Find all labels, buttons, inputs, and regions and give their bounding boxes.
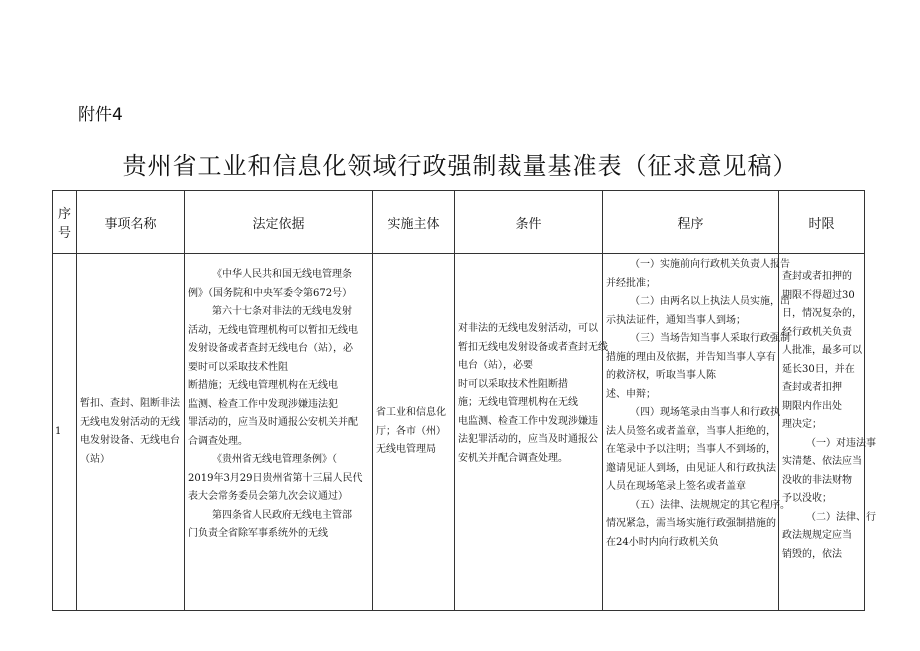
basis-line: 门负责全省除军事系统外的无线	[188, 528, 328, 539]
item-name-line: 暂扣、查封、阻断非法	[80, 398, 180, 409]
header-row	[53, 191, 865, 254]
item-name-cell	[77, 254, 185, 611]
implementing-body-cell	[373, 254, 455, 611]
condition-line: 施；无线电管理机构在无线	[458, 397, 578, 408]
item-name-line: （站）	[80, 453, 110, 465]
time-limit-line: 经行政机关负责	[782, 326, 852, 338]
time-limit-line: 理决定；	[782, 419, 822, 430]
time-limit-line: 期限不得超过30	[782, 289, 855, 301]
body-line: 省工业和信息化	[376, 407, 446, 419]
basis-line: 《贵州省无线电管理条例》（	[212, 454, 337, 465]
header-item-name: 事项名称	[77, 191, 185, 254]
procedure-line: 述、申辩；	[606, 388, 656, 400]
item-name-line: 无线电发射活动的无线	[80, 416, 180, 428]
basis-line: 合调查处理。	[188, 435, 248, 447]
row-index: 1	[55, 425, 62, 437]
procedure-line: 示执法证件，通知当事人到场；	[606, 314, 746, 326]
procedure-line: 邀请见证人到场，由见证人和行政执法	[606, 462, 776, 474]
time-limit-line: 人批准，最多可以	[782, 345, 862, 356]
condition-line: 时可以采取技术性阻断措	[458, 378, 568, 390]
procedure-line: 情况紧急，需当场实施行政强制措施的	[606, 518, 776, 529]
time-limit-line: 没收的非法财物	[782, 474, 852, 486]
time-limit-line: 政法规规定应当	[782, 530, 852, 541]
time-limit-line: 销毁的，依法	[782, 548, 842, 560]
basis-line: 断措施；无线电管理机构在无线电	[188, 380, 338, 391]
page-title: 贵州省工业和信息化领域行政强制裁量基准表（征求意见稿）	[122, 152, 798, 180]
attachment-label: 附件4	[78, 105, 123, 125]
basis-line: 要时可以采取技术性阻	[188, 361, 288, 373]
time-limit-line: （一）对违法事	[806, 437, 876, 449]
condition-line: 安机关并配合调查处理。	[458, 452, 568, 464]
procedure-line: 措施的理由及依据，并告知当事人享有	[606, 351, 776, 363]
condition-line: 法犯罪活动的，应当及时通报公	[458, 434, 598, 445]
time-limit-line: （二）法律、行	[806, 511, 876, 523]
condition-line: 电监测、检查工作中发现涉嫌违	[458, 415, 598, 427]
procedure-line: 在24小时内向行政机关负	[606, 536, 719, 548]
basis-line: 表大会常务委员会第九次会议通过）	[188, 491, 348, 502]
header-index-line: 序	[57, 207, 71, 222]
header-index-line: 号	[57, 226, 71, 241]
basis-line: 罪活动的，应当及时通报公安机关并配	[188, 417, 358, 428]
procedure-cell	[603, 254, 790, 611]
procedure-line: 人员在现场笔录上签名或者盖章	[606, 481, 746, 492]
legal-basis	[185, 254, 372, 556]
header-index	[53, 191, 77, 254]
item-name-line: 电发射设备、无线电台	[80, 435, 180, 446]
discretion-standard-table	[52, 190, 876, 611]
table-row	[53, 254, 865, 611]
basis-line: 《中华人民共和国无线电管理条	[212, 269, 352, 280]
time-limit-line: 查封或者扣押	[782, 382, 842, 393]
body-line: 无线电管理局	[376, 444, 436, 456]
condition-line: 电台（站），必要	[458, 360, 533, 371]
basis-line: 第六十七条对非法的无线电发射	[212, 306, 352, 317]
time-limit-line: 查封或者扣押的	[782, 271, 852, 282]
basis-line: 例》（国务院和中央军委令第672号）	[188, 287, 353, 299]
basis-line: 活动，无线电管理机构可以暂扣无线电	[188, 324, 358, 336]
time-limit	[779, 254, 876, 560]
conditions-cell	[455, 254, 608, 611]
header-time-limit: 时限	[779, 191, 865, 254]
conditions	[455, 254, 608, 610]
condition-line: 暂扣无线电发射设备或者查封无线	[458, 341, 608, 353]
time-limit-line: 予以没收；	[782, 493, 832, 504]
basis-line: 第四条省人民政府无线电主管部	[212, 509, 352, 521]
time-limit-line: 实清楚、依法应当	[782, 456, 862, 467]
procedure-line: 法人员签名或者盖章，当事人拒绝的，	[606, 425, 776, 437]
time-limit-line: 延长30日，并在	[782, 363, 855, 375]
header-procedure: 程序	[603, 191, 779, 254]
procedure-line: 的救济权，听取当事人陈	[606, 370, 716, 381]
procedure-line: 在笔录中予以注明；当事人不到场的，	[606, 444, 776, 455]
basis-line: 2019年3月29日贵州省第十三届人民代	[188, 472, 363, 484]
time-limit-cell	[779, 254, 876, 611]
procedure-line: （二）由两名以上执法人员实施，出	[630, 296, 790, 307]
procedure-line: （四）现场笔录由当事人和行政执	[630, 407, 780, 418]
procedure	[603, 254, 790, 548]
basis-line: 发射设备或者查封无线电台（站），必	[188, 343, 353, 354]
header-legal-basis: 法定依据	[185, 191, 373, 254]
legal-basis-cell	[185, 254, 373, 611]
item-name	[77, 395, 184, 469]
basis-line: 监测、检查工作中发现涉嫌违法犯	[188, 398, 338, 410]
procedure-line: （一）实施前向行政机关负责人报告	[630, 259, 790, 270]
condition-line: 对非法的无线电发射活动，可以	[458, 323, 598, 334]
row-index-cell	[53, 254, 77, 611]
procedure-line: （五）法律、法规规定的其它程序。	[630, 499, 790, 511]
body-line: 厅；各市（州）	[376, 425, 446, 437]
implementing-body	[373, 404, 454, 460]
time-limit-line: 日，情况复杂的，	[782, 308, 862, 319]
header-conditions: 条件	[455, 191, 603, 254]
procedure-line: 并经批准；	[606, 277, 656, 289]
header-implementing-body: 实施主体	[373, 191, 455, 254]
time-limit-line: 期限内作出处	[782, 400, 842, 412]
procedure-line: （三）当场告知当事人采取行政强制	[630, 333, 790, 344]
